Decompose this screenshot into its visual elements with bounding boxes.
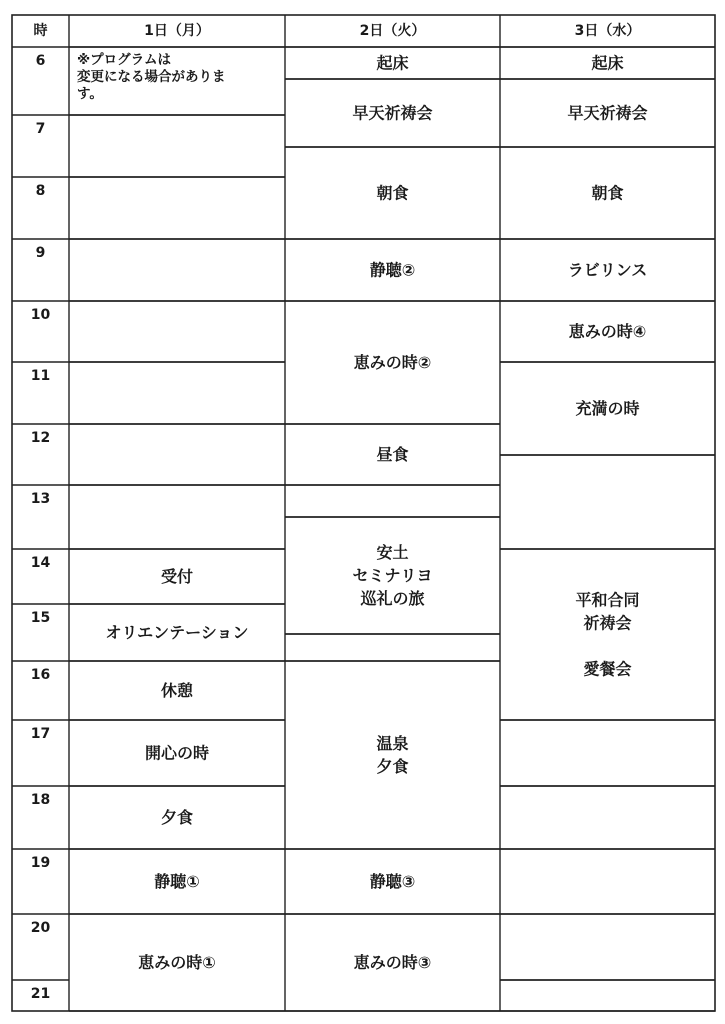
hour-label: 21 [30, 986, 51, 1002]
event-d2-onsen-line-1: 温泉 [376, 734, 409, 753]
event-d1-megumi1-line-1: 恵みの時① [138, 953, 216, 972]
header-day-1: 1日（月） [144, 23, 210, 39]
event-d1-break-line-1: 休憩 [160, 681, 194, 700]
event-d2-pilgrimage-line-3: 巡礼の旅 [360, 589, 425, 608]
header-time-label: 時 [33, 23, 48, 39]
event-d3-peace-prayer-line-4: 愛餐会 [583, 659, 632, 679]
hour-label: 6 [35, 53, 46, 69]
event-d2-lunch-line-1: 昼食 [376, 445, 409, 464]
hour-label: 12 [30, 430, 51, 446]
event-d3-megumi4-line-1: 恵みの時④ [568, 322, 647, 341]
event-d1-opening-line-1: 開心の時 [144, 743, 210, 763]
event-d3-wakeup-line-1: 起床 [591, 53, 624, 73]
event-d3-breakfast-line-1: 朝食 [591, 183, 624, 203]
event-d3-morning-prayer-line-1: 早天祈祷会 [567, 103, 648, 123]
event-d2-megumi2-line-1: 恵みの時② [353, 353, 432, 372]
hour-label: 19 [30, 855, 51, 871]
hour-label: 16 [30, 667, 51, 683]
hour-label: 18 [30, 792, 51, 808]
header-day-2: 2日（火） [359, 23, 426, 39]
event-d1-orientation-line-1: オリエンテーション [105, 623, 249, 642]
event-d2-morning-prayer-line-1: 早天祈祷会 [352, 103, 433, 123]
event-d3-peace-prayer-line-1: 平和合同 [575, 590, 640, 610]
event-d2-pilgrimage-line-2: セミナリヨ [352, 566, 433, 585]
program-note-line-3: す。 [77, 86, 103, 102]
event-d2-onsen-line-2: 夕食 [376, 757, 409, 776]
event-d1-seicho1-line-1: 静聴① [154, 872, 200, 891]
hour-label: 20 [30, 920, 51, 936]
hour-label: 15 [30, 610, 51, 626]
hour-label: 14 [30, 555, 51, 571]
hour-label: 13 [30, 491, 51, 507]
event-d2-wakeup-line-1: 起床 [376, 53, 409, 73]
event-d3-peace-prayer-line-2: 祈祷会 [583, 613, 632, 633]
hour-label: 17 [30, 726, 51, 742]
hour-label: 7 [35, 121, 46, 137]
table-frame [12, 15, 715, 1011]
hour-label: 8 [35, 183, 46, 199]
event-d1-reception-line-1: 受付 [160, 567, 194, 586]
program-note-line-1: ※プログラムは [77, 52, 171, 68]
event-d2-pilgrimage-line-1: 安土 [376, 543, 409, 562]
header-day-3: 3日（水） [574, 23, 641, 39]
event-d2-breakfast-line-1: 朝食 [376, 183, 409, 203]
hour-label: 11 [30, 368, 51, 384]
event-d3-fulfillment-line-1: 充満の時 [575, 399, 640, 418]
event-d2-seicho3-line-1: 静聴③ [369, 872, 416, 891]
event-d2-megumi3-line-1: 恵みの時③ [353, 953, 432, 972]
event-d2-seicho2-line-1: 静聴② [369, 260, 416, 280]
event-d1-dinner-line-1: 夕食 [160, 808, 194, 827]
hour-label: 10 [30, 307, 51, 323]
hour-label: 9 [35, 245, 46, 261]
event-d3-labyrinth-line-1: ラビリンス [567, 260, 648, 280]
program-note-line-2: 変更になる場合がありま [77, 69, 226, 85]
